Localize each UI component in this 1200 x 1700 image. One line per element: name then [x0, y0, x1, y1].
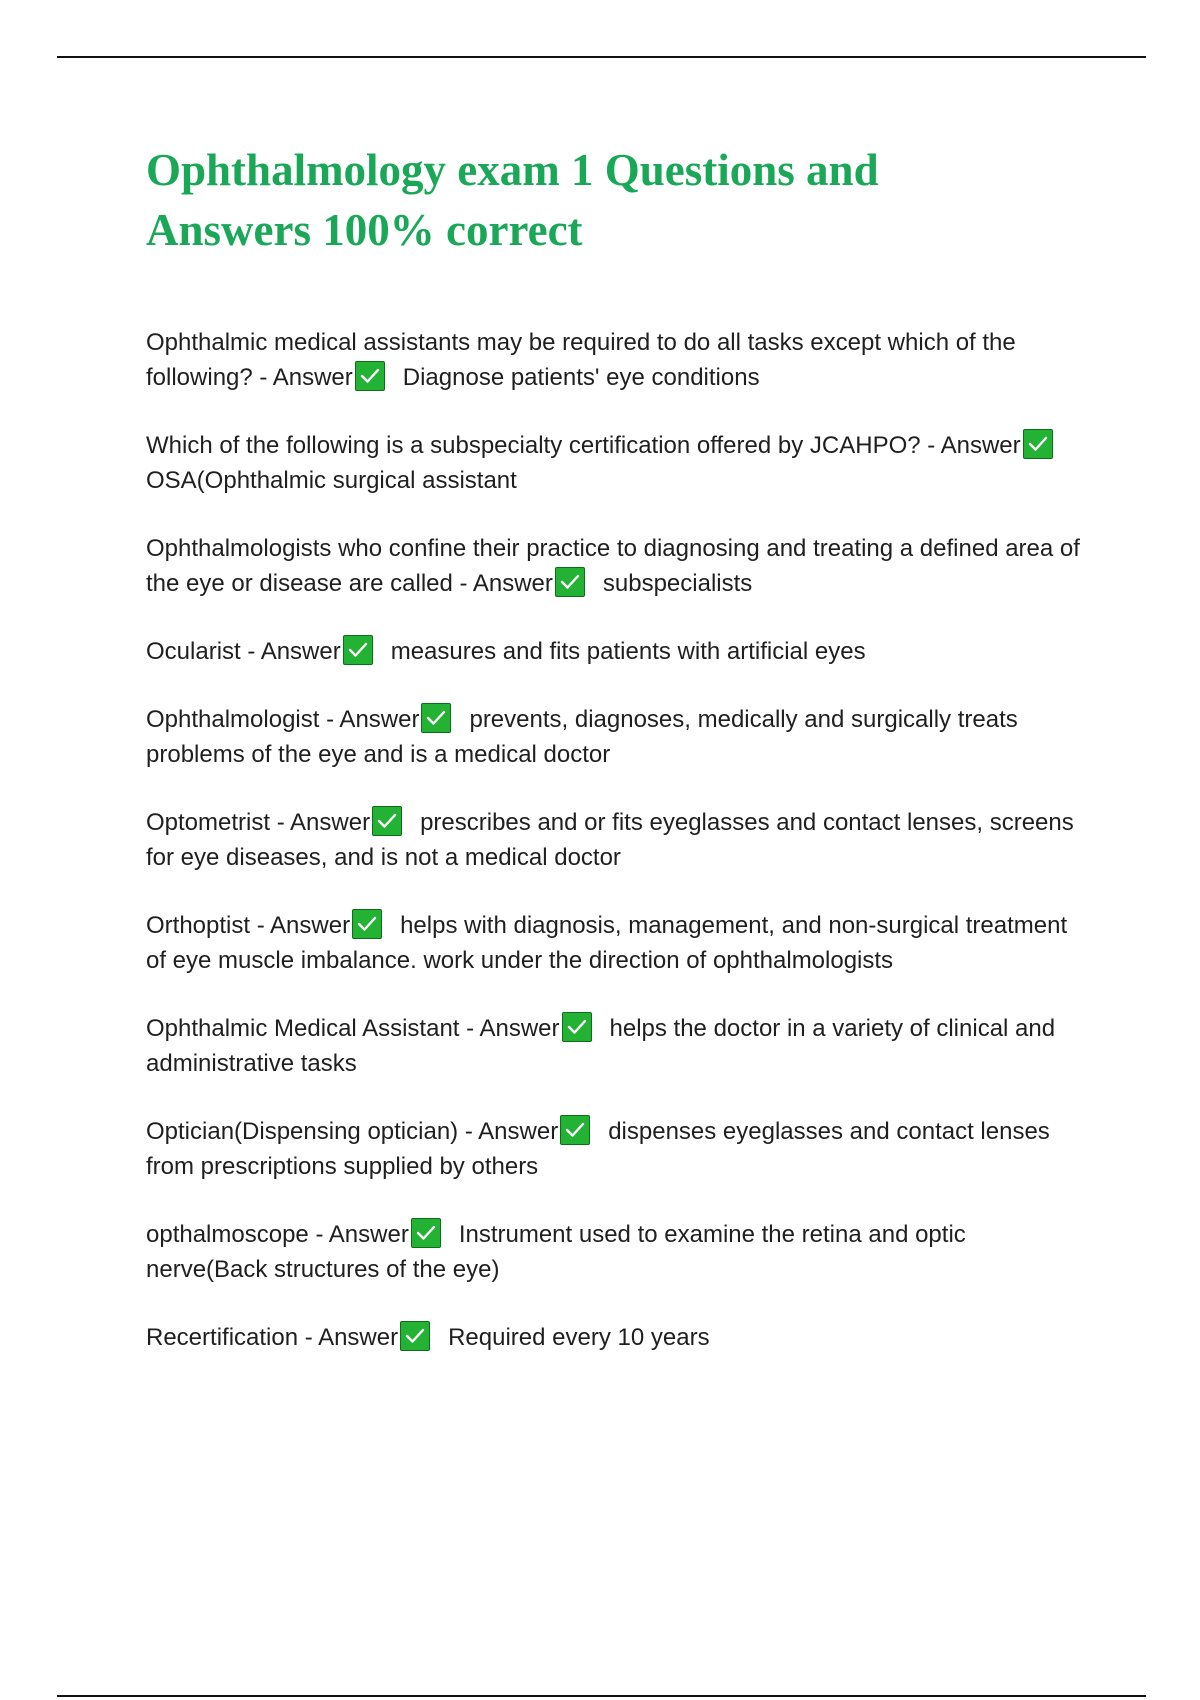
header-rule [57, 56, 1146, 58]
question-text: Which of the following is a subspecialty certification offered by JCAHPO? - Answer [146, 432, 1021, 459]
question-text: opthalmoscope - Answer [146, 1221, 409, 1248]
answer-text: measures and fits patients with artificial eyes [390, 638, 866, 665]
page-title: Ophthalmology exam 1 Questions and Answers 100% correct [146, 145, 879, 255]
answer-text: prevents, diagnoses, medically and surgically treats problems of the eye and is a medical doctor [146, 706, 1018, 768]
qa-item [146, 1320, 1086, 1355]
answer-text: helps with diagnosis, management, and non-surgical treatment of eye muscle imbalance. work under the direction of ophthalmologists [146, 912, 1068, 974]
check-mark-icon [411, 1218, 441, 1248]
question-text: Optometrist - Answer [146, 809, 371, 836]
footer-rule [57, 1695, 1146, 1697]
check-mark-icon [1023, 429, 1053, 459]
qa-item [146, 531, 1086, 601]
answer-text: subspecialists [602, 570, 753, 597]
check-mark-icon [562, 1012, 592, 1042]
qa-list [146, 325, 1086, 1388]
question-text: Ophthalmologists who confine their practice to diagnosing and treating a defined area of the eye or disease are called - Answer [146, 535, 1080, 597]
check-mark-icon [372, 806, 402, 836]
answer-text: helps the doctor in a variety of clinical and administrative tasks [146, 1015, 1056, 1077]
qa-item [146, 908, 1086, 978]
check-mark-icon [352, 909, 382, 939]
check-mark-icon [343, 635, 373, 665]
qa-item [146, 1011, 1086, 1081]
check-mark-icon [400, 1321, 430, 1351]
question-text: Optician(Dispensing optician) - Answer [146, 1118, 559, 1145]
check-mark-icon [421, 703, 451, 733]
answer-text: Required every 10 years [448, 1324, 710, 1351]
answer-text: Instrument used to examine the retina and optic nerve(Back structures of the eye) [146, 1221, 966, 1283]
question-text: Ophthalmologist - Answer [146, 706, 420, 733]
qa-item [146, 805, 1086, 875]
question-text: Ophthalmic medical assistants may be required to do all tasks except which of the following? - Answer [146, 329, 1016, 391]
question-text: Ophthalmic Medical Assistant - Answer [146, 1015, 560, 1042]
qa-item [146, 325, 1086, 395]
qa-item [146, 1114, 1086, 1184]
answer-text: Diagnose patients' eye conditions [402, 364, 760, 391]
question-text: Ocularist - Answer [146, 638, 341, 665]
answer-text: OSA(Ophthalmic surgical assistant [146, 467, 517, 494]
answer-text: dispenses eyeglasses and contact lenses from prescriptions supplied by others [146, 1118, 1050, 1180]
check-mark-icon [560, 1115, 590, 1145]
question-text: Orthoptist - Answer [146, 912, 351, 939]
qa-item [146, 1217, 1086, 1287]
qa-item [146, 428, 1086, 498]
qa-item [146, 702, 1086, 772]
check-mark-icon [555, 567, 585, 597]
answer-text: prescribes and or fits eyeglasses and contact lenses, screens for eye diseases, and is not a medical doctor [146, 809, 1074, 871]
qa-item [146, 634, 1086, 669]
check-mark-icon [355, 361, 385, 391]
question-text: Recertification - Answer [146, 1324, 399, 1351]
